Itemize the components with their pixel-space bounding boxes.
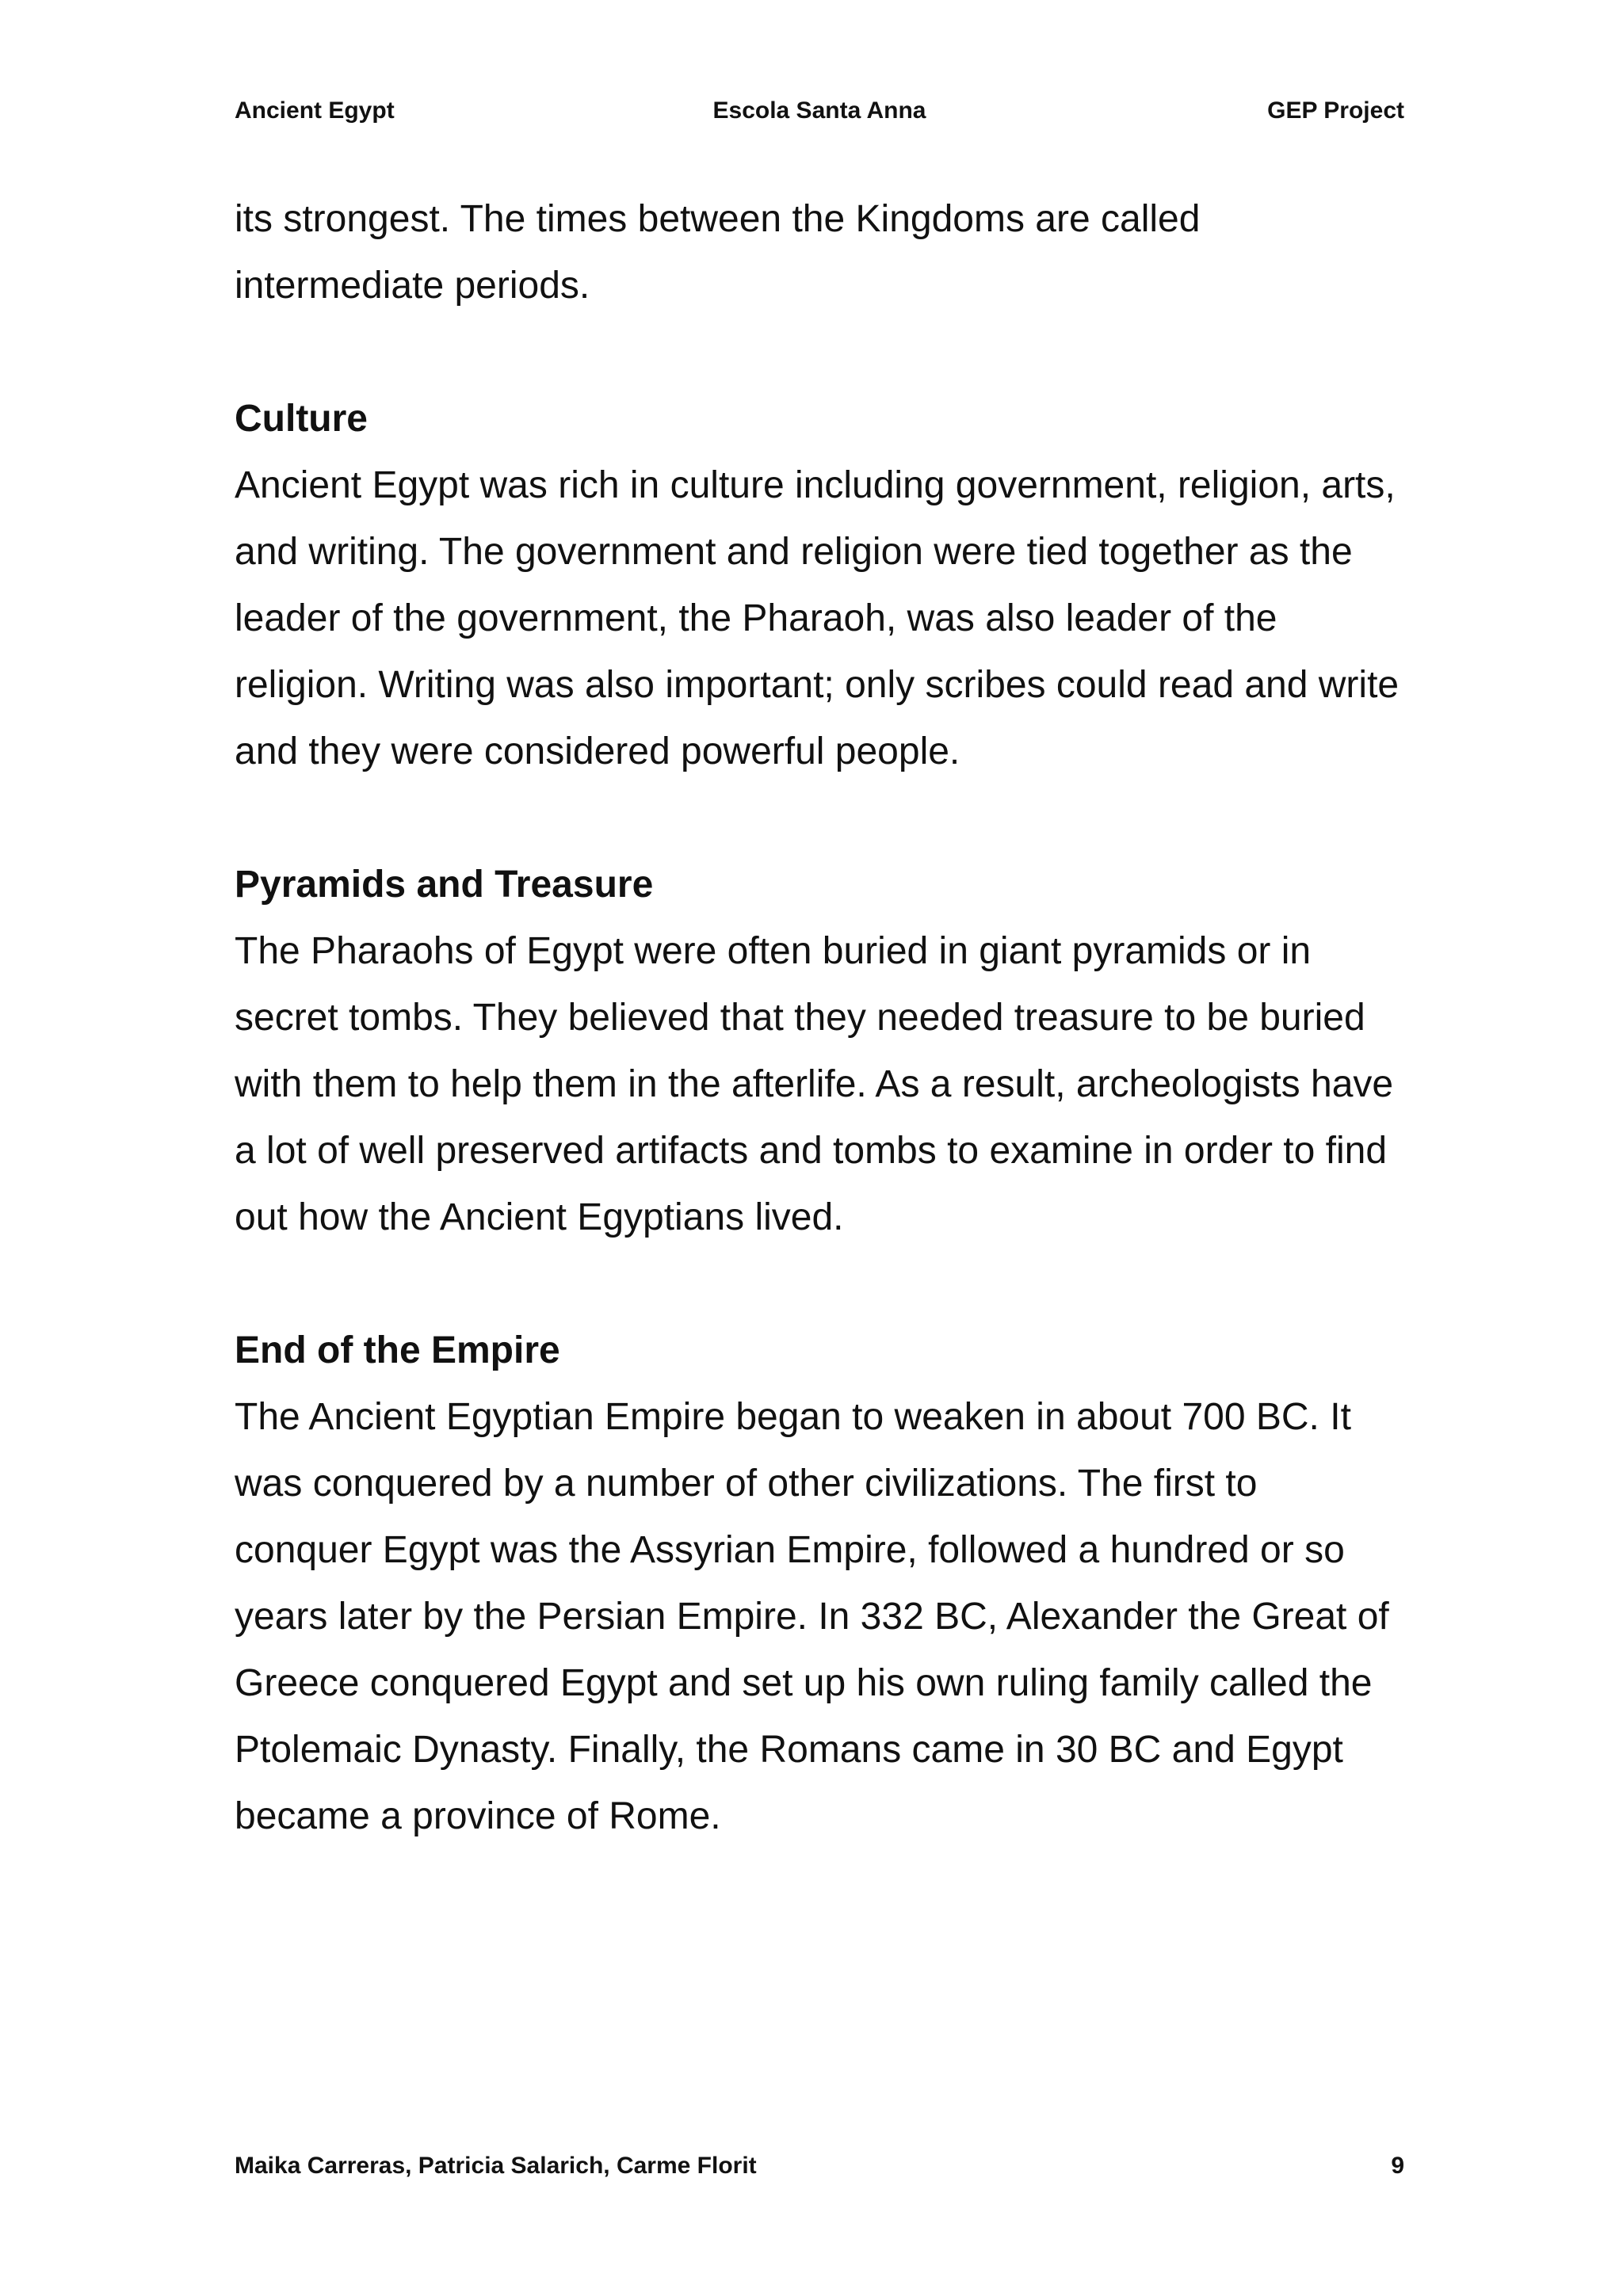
- footer-authors: Maika Carreras, Patricia Salarich, Carme Florit: [235, 2153, 757, 2179]
- header-right-project: GEP Project: [1267, 97, 1404, 124]
- section-heading: Culture: [235, 398, 368, 440]
- section-paragraph: The Pharaohs of Egypt were often buried in giant pyramids or in secret tombs. They believed that they needed treasure to be buried with them to help them in the afterlife. As a result, archeologists have a lot of well preserved artifacts and tombs to examine in order to find out how the Ancient Egyptians lived.: [235, 930, 1394, 1238]
- page-footer: [235, 2149, 1404, 2183]
- header-center-school: Escola Santa Anna: [712, 97, 926, 124]
- header-left-title: Ancient Egypt: [235, 97, 395, 124]
- section-heading: End of the Empire: [235, 1329, 560, 1371]
- section-culture: [235, 386, 1404, 785]
- intro-paragraph: its strongest. The times between the Kingdoms are called intermediate periods.: [235, 198, 1201, 307]
- section-heading: Pyramids and Treasure: [235, 864, 654, 906]
- section-end-of-the-empire: [235, 1318, 1404, 1850]
- section-paragraph: The Ancient Egyptian Empire began to weaken in about 700 BC. It was conquered by a number of other civilizations. The first to conquer Egypt was the Assyrian Empire, followed a hundred or so years later by the Persian Empire. In 332 BC, Alexander the Great of Greece conquered Egypt and set up his own ruling family called the Ptolemaic Dynasty. Finally, the Romans came in 30 BC and Egypt became a province of Rome.: [235, 1396, 1389, 1837]
- document-body: [235, 186, 1404, 1850]
- page-number: 9: [1391, 2153, 1404, 2179]
- section-paragraph: Ancient Egypt was rich in culture including government, religion, arts, and writing. The government and religion were tied together as the leader of the government, the Pharaoh, was also leader of the religion. Writing was also important; only scribes could read and write and they were considered powerful people.: [235, 464, 1400, 772]
- section-pyramids-and-treasure: [235, 852, 1404, 1251]
- page-header: [235, 93, 1404, 128]
